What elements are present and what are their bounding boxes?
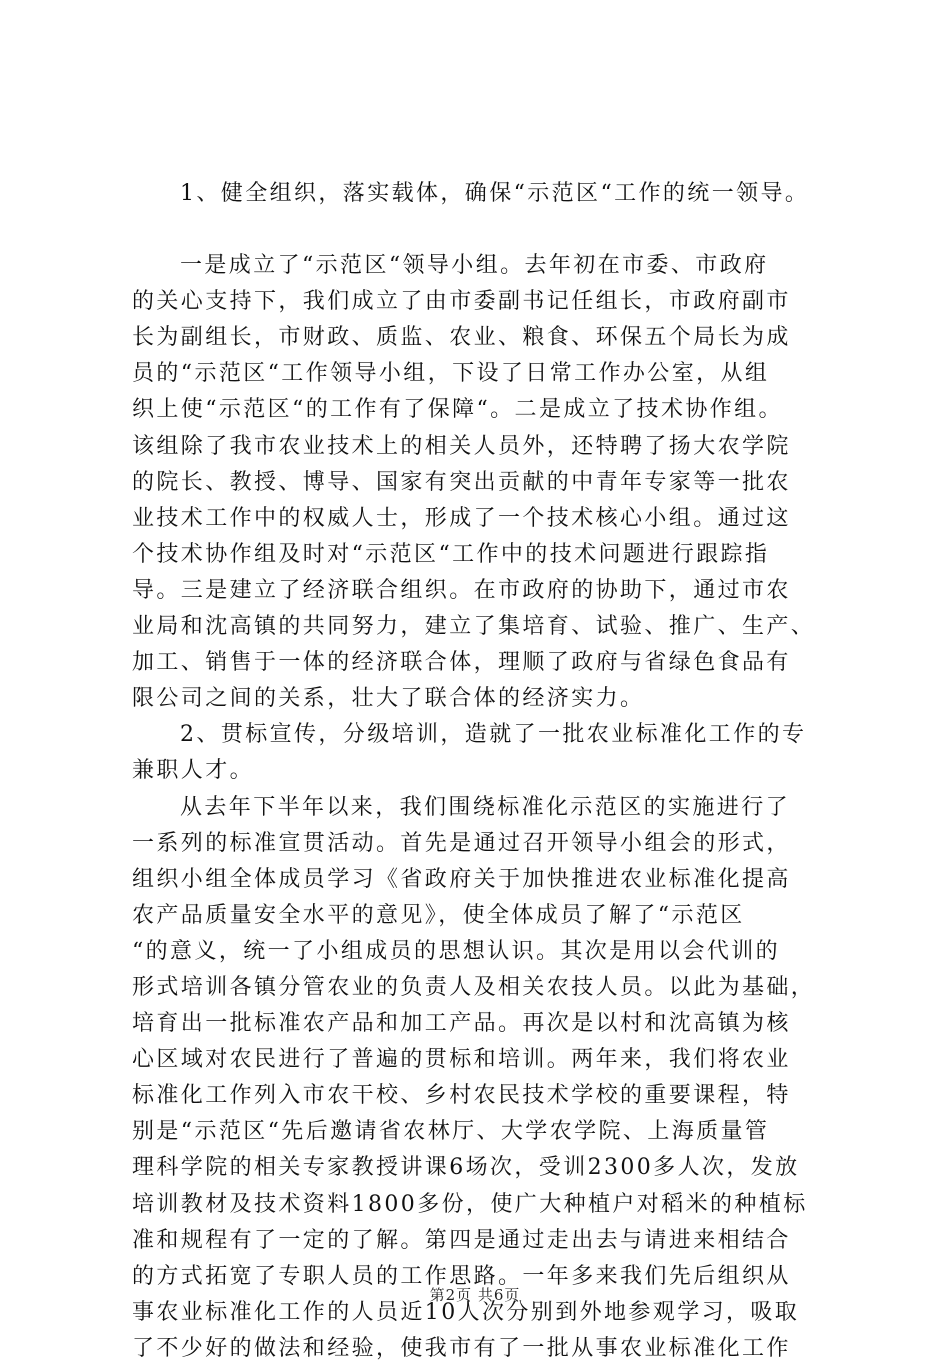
text-line: 心区域对农民进行了普遍的贯标和培训。两年来，我们将农业 <box>132 1047 791 1073</box>
text-line: 一系列的标准宣贯活动。首先是通过召开领导小组会的形式， <box>132 830 791 856</box>
text-line: 了不少好的做法和经验，使我市有了一批从事农业标准化工作 <box>132 1335 791 1361</box>
text-line: 标准化工作列入市农干校、乡村农民技术学校的重要课程，特 <box>132 1083 791 1109</box>
text-line: “的意义，统一了小组成员的思想认识。其次是用以会代训的 <box>132 938 781 964</box>
text-line: 加工、销售于一体的经济联合体，理顺了政府与省绿色食品有 <box>132 650 791 676</box>
text-line: 从去年下半年以来，我们围绕标准化示范区的实施进行了 <box>180 794 791 820</box>
text-line: 的院长、教授、博导、国家有突出贡献的中青年专家等一批农 <box>132 469 791 495</box>
text-line: 的关心支持下，我们成立了由市委副书记任组长，市政府副市 <box>132 289 791 315</box>
text-line: 组织小组全体成员学习《省政府关于加快推进农业标准化提高 <box>132 866 791 892</box>
text-line: 兼职人才。 <box>132 758 255 784</box>
text-line: 业局和沈高镇的共同努力，建立了集培育、试验、推广、生产、 <box>132 614 816 640</box>
text-line: 的方式拓宽了专职人员的工作思路。一年多来我们先后组织从 <box>132 1263 791 1289</box>
text-line: 员的“示范区“工作领导小组，下设了日常工作办公室，从组 <box>132 361 770 387</box>
text-line: 限公司之间的关系，壮大了联合体的经济实力。 <box>132 686 645 712</box>
text-line: 理科学院的相关专家教授讲课6场次，受训2300多人次，发放 <box>132 1155 800 1181</box>
text-line: 培育出一批标准农产品和加工产品。再次是以村和沈高镇为核 <box>132 1011 791 1037</box>
text-line: 1、健全组织，落实载体，确保“示范区“工作的统一领导。 <box>180 181 810 206</box>
text-line: 长为副组长，市财政、质监、农业、粮食、环保五个局长为成 <box>132 325 791 351</box>
text-line: 2、贯标宣传，分级培训，造就了一批农业标准化工作的专 <box>180 722 807 748</box>
text-line: 农产品质量安全水平的意见》，使全体成员了解了“示范区 <box>132 902 745 928</box>
document-body <box>132 176 832 1367</box>
text-line: 事农业标准化工作的人员近10人次分别到外地参观学习，吸取 <box>132 1299 800 1325</box>
text-line: 一是成立了“示范区“领导小组。去年初在市委、市政府 <box>180 253 769 279</box>
text-line: 培训教材及技术资料1800多份，使广大种植户对稻米的种植标 <box>132 1191 808 1217</box>
text-line: 准和规程有了一定的了解。第四是通过走出去与请进来相结合 <box>132 1227 791 1253</box>
text-line: 形式培训各镇分管农业的负责人及相关农技人员。以此为基础， <box>132 974 816 1000</box>
page-footer: 第2页 共6页 <box>429 1286 521 1304</box>
paragraph-gap <box>132 212 832 248</box>
text-line: 织上使“示范区“的工作有了保障“。二是成立了技术协作组。 <box>132 397 783 423</box>
text-line: 别是“示范区“先后邀请省农林厅、大学农学院、上海质量管 <box>132 1119 770 1145</box>
text-line: 该组除了我市农业技术上的相关人员外，还特聘了扬大农学院 <box>132 433 791 459</box>
text-line: 业技术工作中的权威人士，形成了一个技术核心小组。通过这 <box>132 505 791 531</box>
text-line: 个技术协作组及时对“示范区“工作中的技术问题进行跟踪指 <box>132 541 770 567</box>
text-line: 导。三是建立了经济联合组织。在市政府的协助下，通过市农 <box>132 577 791 603</box>
